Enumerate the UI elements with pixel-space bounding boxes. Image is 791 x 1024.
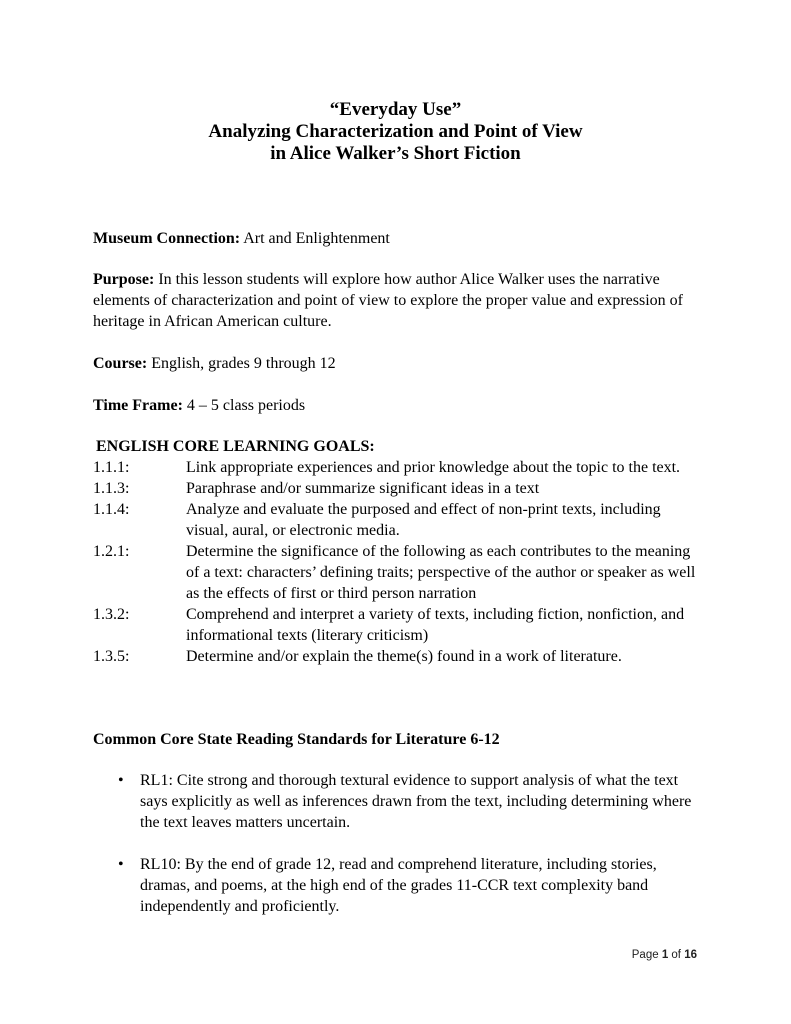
goal-text: Paraphrase and/or summarize significant ideas in a text: [186, 480, 540, 497]
museum-value: Art and Enlightenment: [240, 230, 390, 247]
title-line-1: “Everyday Use”: [329, 99, 462, 120]
bullet-icon: •: [118, 772, 124, 789]
bullet-text: RL1: Cite strong and thorough textural evidence to support analysis of what the text says explicitly as well as inferences drawn from the text, including determining where the text leaves matters uncertain.: [140, 772, 692, 831]
bullet-icon: •: [118, 856, 124, 873]
goal-item: [93, 541, 705, 604]
goal-number: 1.3.2:: [93, 606, 130, 623]
goal-item: [93, 478, 705, 499]
goal-text: Determine and/or explain the theme(s) found in a work of literature.: [186, 648, 622, 665]
title-line-3: in Alice Walker’s Short Fiction: [270, 143, 521, 164]
goals-heading: ENGLISH CORE LEARNING GOALS:: [96, 438, 375, 455]
time-frame-label: Time Frame:: [93, 397, 183, 414]
page-word: Page: [631, 949, 662, 961]
museum-connection: [93, 228, 705, 249]
goal-item: [93, 499, 705, 541]
title-line-2: Analyzing Characterization and Point of View: [208, 121, 583, 142]
common-core-heading: Common Core State Reading Standards for Literature 6-12: [93, 731, 500, 748]
of-word: of: [668, 949, 685, 961]
common-core-list: [118, 770, 708, 938]
purpose-label: Purpose:: [93, 271, 155, 288]
goal-number: 1.3.5:: [93, 648, 130, 665]
goal-number: 1.1.3:: [93, 480, 130, 497]
goal-item: [93, 646, 705, 667]
goal-text: Analyze and evaluate the purposed and effect of non-print texts, including visual, aural, or electronic media.: [186, 501, 661, 539]
list-item: [118, 770, 708, 833]
purpose: [93, 269, 705, 332]
time-frame: [93, 395, 705, 416]
goal-item: [93, 457, 705, 478]
goal-number: 1.1.4:: [93, 501, 130, 518]
document-title: [0, 99, 791, 165]
course-label: Course:: [93, 355, 148, 372]
current-page: 1: [661, 949, 669, 961]
bullet-text: RL10: By the end of grade 12, read and comprehend literature, including stories, dramas, and poems, at the high end of the grades 11-CCR text complexity band independently and proficiently.: [140, 856, 657, 915]
list-item: [118, 854, 708, 917]
course: [93, 353, 705, 374]
goal-item: [93, 604, 705, 646]
goal-text: Comprehend and interpret a variety of texts, including fiction, nonfiction, and informational texts (literary criticism): [186, 606, 685, 644]
goal-text: Determine the significance of the following as each contributes to the meaning of a text: characters’ defining traits; perspective of the author or speaker as well as the effects of first or third person narration: [186, 543, 696, 602]
time-frame-value: 4 – 5 class periods: [182, 397, 306, 414]
goal-text: Link appropriate experiences and prior knowledge about the topic to the text.: [186, 459, 681, 476]
goal-number: 1.1.1:: [93, 459, 130, 476]
goal-number: 1.2.1:: [93, 543, 130, 560]
page-number: [600, 945, 697, 966]
purpose-value: In this lesson students will explore how author Alice Walker uses the narrative elements of characterization and point of view to explore the proper value and expression of heritage in African American culture.: [93, 271, 683, 330]
museum-label: Museum Connection:: [93, 230, 241, 247]
course-value: English, grades 9 through 12: [147, 355, 336, 372]
goals-list: [93, 457, 705, 667]
total-pages: 16: [684, 949, 697, 961]
